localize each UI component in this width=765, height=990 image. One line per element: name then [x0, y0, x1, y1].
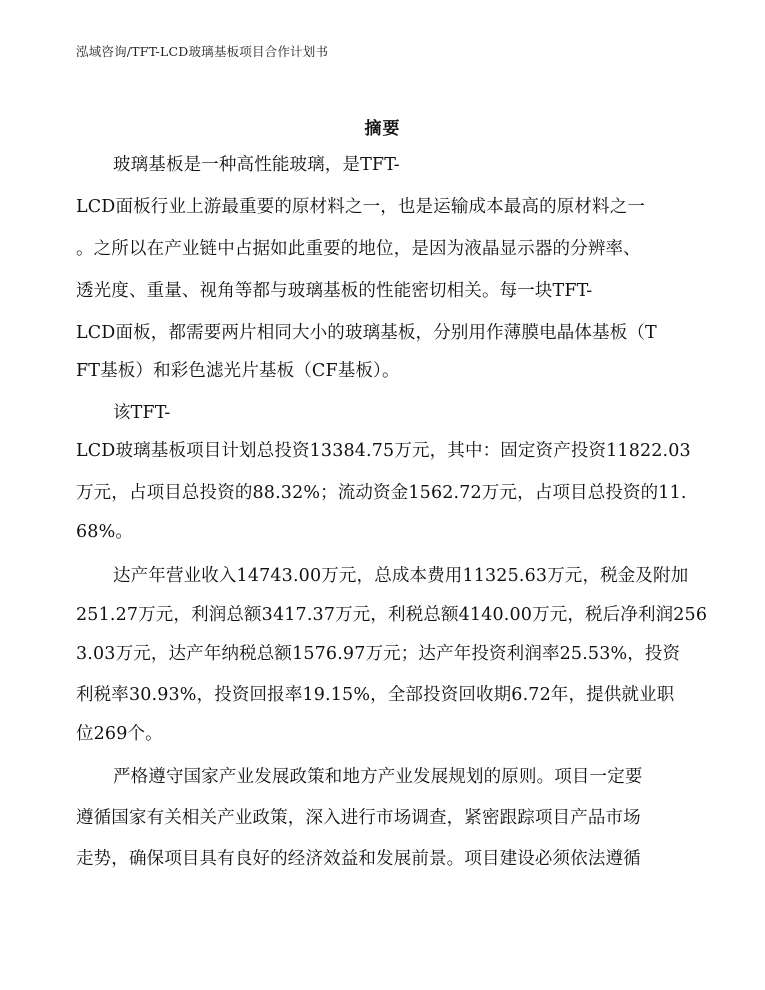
paragraph-line: FT基板）和彩色滤光片基板（CF基板）。 — [76, 361, 400, 381]
paragraph-line: 走势，确保项目具有良好的经济效益和发展前景。项目建设必须依法遵循 — [76, 849, 641, 869]
paragraph-line: 玻璃基板是一种高性能玻璃，是TFT- — [113, 155, 400, 175]
paragraph-line: 透光度、重量、视角等都与玻璃基板的性能密切相关。每一块TFT- — [76, 281, 593, 301]
paragraph-line: 3.03万元，达产年纳税总额1576.97万元；达产年投资利润率25.53%，投资 — [76, 644, 681, 664]
running-header: 泓域咨询/TFT-LCD玻璃基板项目合作计划书 — [76, 44, 329, 59]
paragraph-line: 68%。 — [76, 522, 133, 542]
paragraph-line: LCD玻璃基板项目计划总投资13384.75万元，其中：固定资产投资11822.03 — [76, 441, 691, 461]
paragraph-line: 。之所以在产业链中占据如此重要的地位，是因为液晶显示器的分辨率、 — [76, 239, 641, 259]
paragraph-line: 遵循国家有关相关产业政策，深入进行市场调查，紧密跟踪项目产品市场 — [76, 808, 641, 828]
paragraph-line: 该TFT- — [113, 403, 171, 423]
paragraph-line: 利税率30.93%，投资回报率19.15%，全部投资回收期6.72年，提供就业职 — [76, 685, 675, 705]
paragraph-line: LCD面板行业上游最重要的原材料之一，也是运输成本最高的原材料之一 — [76, 197, 645, 217]
paragraph-line: LCD面板，都需要两片相同大小的玻璃基板，分别用作薄膜电晶体基板（T — [76, 323, 657, 343]
section-title: 摘要 — [364, 119, 401, 139]
paragraph-line: 严格遵守国家产业发展政策和地方产业发展规划的原则。项目一定要 — [113, 767, 643, 787]
paragraph-line: 251.27万元，利润总额3417.37万元，利税总额4140.00万元，税后净利润256 — [76, 605, 708, 625]
paragraph-line: 位269个。 — [76, 724, 163, 744]
paragraph-line: 达产年营业收入14743.00万元，总成本费用11325.63万元，税金及附加 — [113, 566, 689, 586]
paragraph-line: 万元，占项目总投资的88.32%；流动资金1562.72万元，占项目总投资的11. — [76, 483, 687, 503]
